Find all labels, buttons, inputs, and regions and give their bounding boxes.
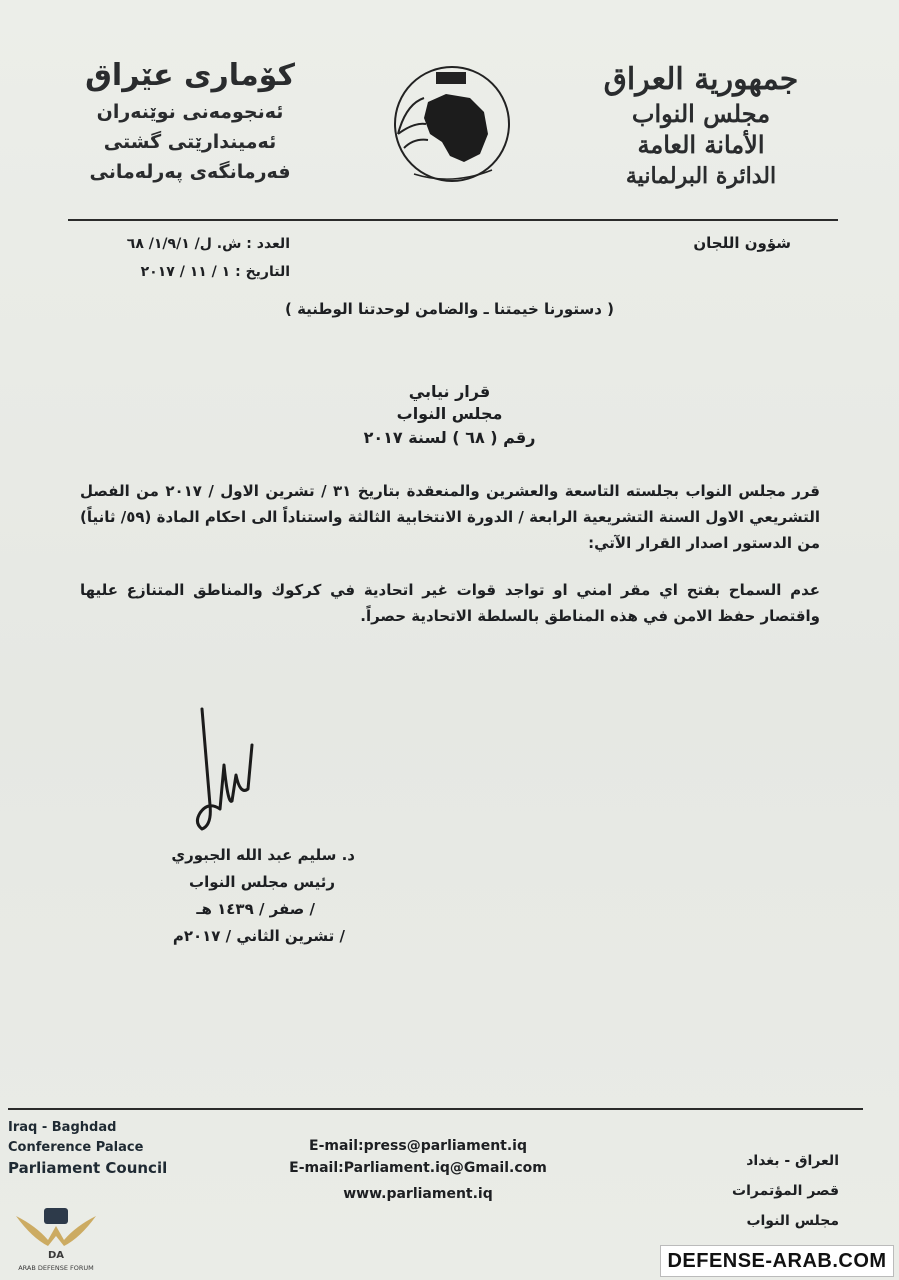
footer-english-address	[8, 1120, 167, 1177]
logo-initials: DA	[47, 1250, 65, 1261]
motto: ( دستورنا خيمتنا ـ والضامن لوحدتنا الوطنية )	[285, 300, 614, 318]
website-link[interactable]: www.parliament.iq	[343, 1186, 493, 1202]
footer-ar-line-2: قصر المؤتمرات	[732, 1183, 839, 1199]
ref-date: التاريخ : ١ / ١١ / ٢٠١٧	[140, 264, 290, 280]
title-line-2: مجلس النواب	[396, 404, 503, 423]
letterhead-line-3: الأمانة العامة	[637, 130, 765, 159]
footer-line-3: Parliament Council	[8, 1159, 168, 1177]
signatory-name: د. سليم عبد الله الجبوري	[171, 846, 355, 864]
letterhead-line-4: الدائرة البرلمانية	[625, 163, 777, 189]
letterhead-line-2: مجلس النواب	[631, 99, 771, 128]
site-watermark	[660, 1245, 894, 1277]
kurdish-line-1: كۆماری عێراق	[85, 58, 295, 93]
department-label: شؤون اللجان	[693, 234, 791, 252]
hijri-date: / صفر / ١٤٣٩ هـ	[196, 900, 315, 918]
footer-ar-line-3: مجلس النواب	[746, 1213, 839, 1229]
title-line-3: رقم ( ٦٨ ) لسنة ٢٠١٧	[363, 428, 536, 447]
kurdish-letterhead	[70, 58, 310, 183]
arabic-letterhead	[581, 62, 821, 189]
footer-rule	[8, 1108, 863, 1110]
kurdish-line-2: ئه‌نجومه‌نی نوێنه‌ران	[96, 101, 284, 123]
signature-icon	[190, 705, 270, 845]
decision-preamble: قرر مجلس النواب بجلسته التاسعة والعشرين والمنعقدة بتاريخ ٣١ / تشرين الاول / ٢٠١٧ من الفصل التشريعي الاول السنة التشريعية الرابعة / الدورة الانتخابية الثالثة واستناداً الى احكام المادة (٥٩/ ثانياً) من الدستور اصدار القرار الآتي:	[80, 482, 821, 552]
signature-block	[80, 842, 355, 950]
signatory-role: رئيس مجلس النواب	[189, 873, 335, 891]
ref-number: العدد : ش. ل/ ١/٩/١/ ٦٨	[126, 236, 290, 252]
reference-block	[100, 230, 290, 286]
logo-caption: ARAB DEFENSE FORUM	[18, 1264, 94, 1272]
email-gmail[interactable]: E-mail:Parliament.iq@Gmail.com	[289, 1160, 547, 1176]
letterhead-line-1: جمهورية العراق	[603, 62, 799, 97]
title-line-1: قرار نيابي	[408, 382, 491, 401]
forum-logo	[6, 1196, 106, 1276]
kurdish-line-3: ئه‌میندارێتی گشتی	[103, 131, 277, 153]
decision-text: عدم السماح بفتح اي مقر امني او تواجد قوات غير اتحادية في كركوك والمناطق المتنازع عليها واقتصار حفظ الامن في هذه المناطق بالسلطة الاتحادية حصراً.	[80, 581, 820, 625]
kurdish-line-4: فه‌رمانگه‌ی په‌رله‌مانی	[89, 161, 291, 183]
site-watermark-text: DEFENSE-ARAB.COM	[667, 1249, 887, 1272]
footer-contact	[278, 1135, 558, 1205]
email-press[interactable]: E-mail:press@parliament.iq	[309, 1138, 527, 1154]
footer-line-2: Conference Palace	[8, 1140, 144, 1155]
iraq-emblem-icon	[384, 64, 514, 188]
header-rule	[68, 219, 838, 221]
gregorian-date: / تشرين الثاني / ٢٠١٧م	[172, 927, 345, 945]
footer-arabic-address	[732, 1146, 839, 1236]
footer-ar-line-1: العراق - بغداد	[746, 1153, 839, 1169]
footer-line-1: Iraq - Baghdad	[8, 1120, 117, 1135]
